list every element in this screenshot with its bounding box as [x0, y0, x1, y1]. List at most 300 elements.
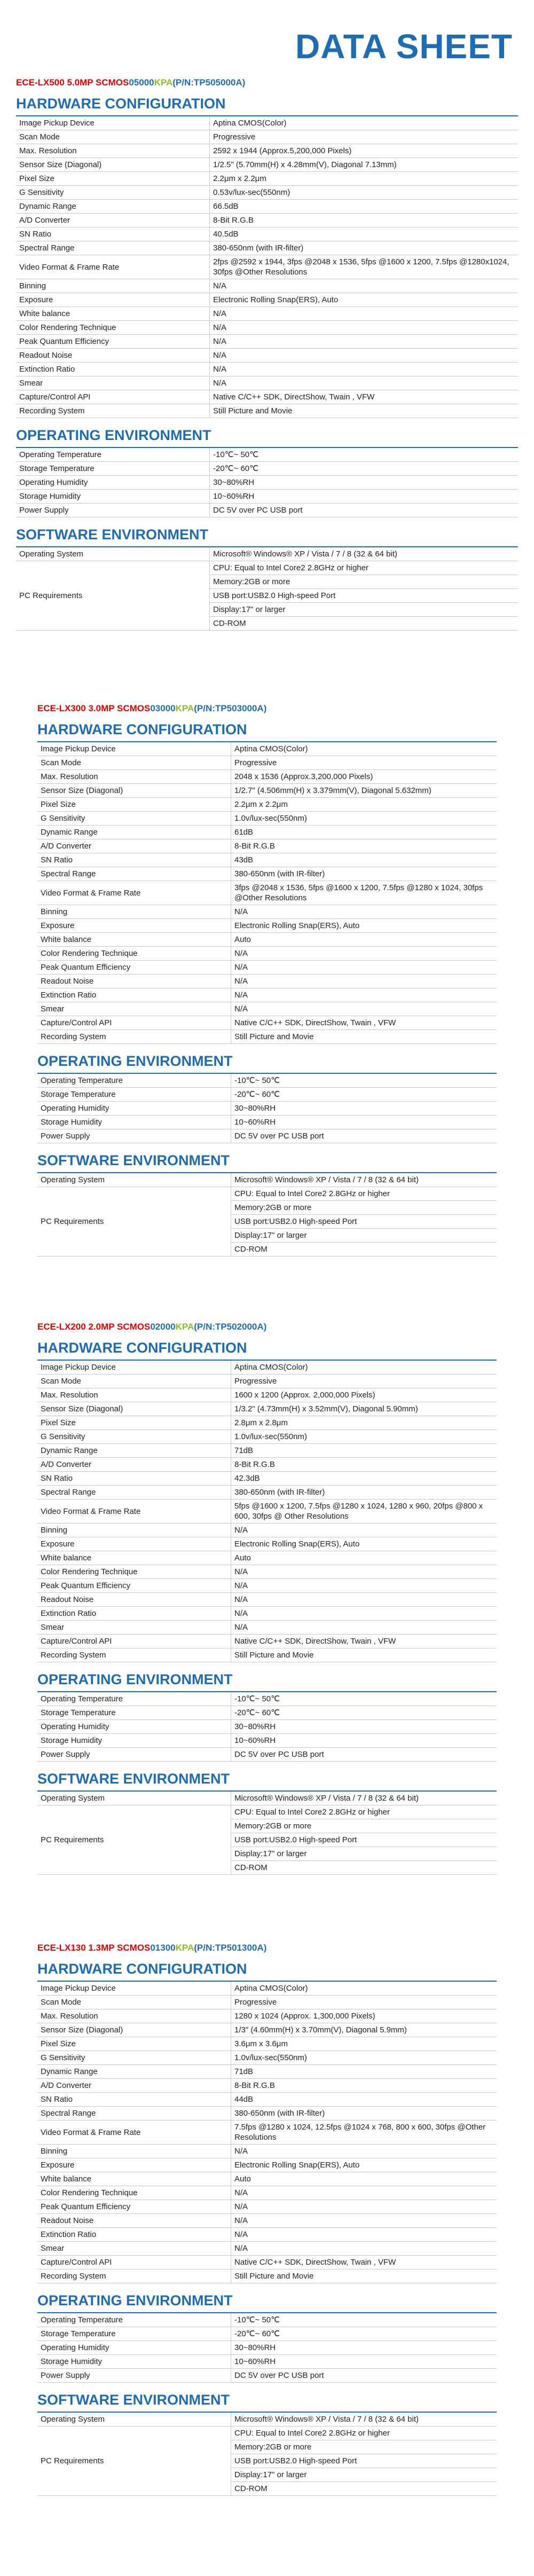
spec-row: [37, 798, 497, 812]
spec-row: [37, 2107, 497, 2121]
spec-value: CD-ROM: [231, 1243, 497, 1256]
spec-value: 0.53v/lux-sec(550nm): [210, 186, 519, 200]
spec-row: [16, 172, 518, 186]
spec-value: Electronic Rolling Snap(ERS), Auto: [231, 919, 497, 933]
spec-label: SN Ratio: [37, 853, 231, 867]
spec-value: 8-Bit R.G.B: [231, 1458, 497, 1472]
part-number-suffix: KPA: [175, 1943, 194, 1953]
spec-value: N/A: [231, 1593, 497, 1607]
spec-value: -20℃~ 60℃: [231, 1706, 497, 1720]
spec-label: Image Pickup Device: [37, 742, 231, 756]
spec-label: A/D Converter: [37, 2079, 231, 2093]
spec-value: 10~60%RH: [231, 2355, 497, 2369]
spec-value: N/A: [231, 988, 497, 1002]
software-table: [37, 2413, 497, 2496]
spec-row: [37, 2214, 497, 2228]
spec-row: [37, 1472, 497, 1486]
spec-label: Extinction Ratio: [37, 1607, 231, 1621]
spec-label: Storage Temperature: [37, 1088, 231, 1102]
spec-row: [37, 1016, 497, 1030]
spec-row: [37, 1523, 497, 1537]
spec-row: [16, 130, 518, 144]
spec-row: [37, 2256, 497, 2269]
spec-value: 1/3" (4.60mm(H) x 3.70mm(V), Diagonal 5.9mm): [231, 2023, 497, 2037]
spec-label: Storage Humidity: [37, 1734, 231, 1748]
spec-label: Power Supply: [37, 2369, 231, 2383]
part-number-digits: 01300: [150, 1943, 176, 1953]
spec-value: 1.0v/lux-sec(550nm): [231, 1430, 497, 1444]
spec-label: Operating Temperature: [37, 2313, 231, 2327]
spec-row: [37, 988, 497, 1002]
spec-value: N/A: [210, 349, 519, 363]
spec-label: Pixel Size: [16, 172, 210, 186]
product-block: [37, 700, 497, 1256]
spec-value: Progressive: [210, 130, 519, 144]
spec-value: 1/2.5" (5.70mm(H) x 4.28mm(V), Diagonal 7.13mm): [210, 158, 519, 172]
spec-row: [37, 1499, 497, 1523]
spec-row: [37, 1416, 497, 1430]
spec-row: [37, 2369, 497, 2383]
model-megapixels: 5.0MP: [67, 77, 93, 88]
spec-value: 66.5dB: [210, 200, 519, 214]
spec-row: [37, 2158, 497, 2172]
spec-value: 3fps @2048 x 1536, 5fps @1600 x 1200, 7.5fps @1280 x 1024, 30fps @Other Resolutions: [231, 881, 497, 905]
part-number-suffix: KPA: [175, 703, 194, 713]
spec-value: 10~60%RH: [210, 490, 519, 504]
spec-value: 8-Bit R.G.B: [231, 2079, 497, 2093]
spec-row: [37, 1805, 497, 1819]
spec-label: Storage Humidity: [37, 2355, 231, 2369]
spec-row: [37, 2228, 497, 2242]
spec-label: Recording System: [37, 1648, 231, 1662]
product-block: [37, 1939, 497, 2496]
spec-label: Operating Humidity: [37, 1720, 231, 1734]
spec-label: Video Format & Frame Rate: [37, 1499, 231, 1523]
spec-value: CD-ROM: [231, 1861, 497, 1875]
spec-value: 2.2μm x 2.2μm: [210, 172, 519, 186]
spec-row: [16, 349, 518, 363]
spec-label: Capture/Control API: [37, 1635, 231, 1648]
spec-value: 10~60%RH: [231, 1734, 497, 1748]
spec-label: Binning: [16, 279, 210, 293]
spec-row: [16, 200, 518, 214]
spec-row: [16, 144, 518, 158]
spec-row: [37, 770, 497, 784]
spec-value: 10~60%RH: [231, 1116, 497, 1129]
spec-label: Smear: [16, 376, 210, 390]
spec-label: G Sensitivity: [37, 1430, 231, 1444]
spec-label: PC Requirements: [37, 1187, 231, 1256]
spec-row: [37, 2242, 497, 2256]
spec-label: Smear: [37, 1621, 231, 1635]
spec-value: Memory:2GB or more: [231, 1201, 497, 1215]
section-heading: HARDWARE CONFIGURATION: [37, 1957, 497, 1982]
spec-label: SN Ratio: [16, 227, 210, 241]
spec-value: Native C/C++ SDK, DirectShow, Twain , VFW: [231, 1016, 497, 1030]
spec-value: 2048 x 1536 (Approx.3,200,000 Pixels): [231, 770, 497, 784]
spec-value: N/A: [231, 1579, 497, 1593]
spec-value: 2592 x 1944 (Approx.5,200,000 Pixels): [210, 144, 519, 158]
spec-value: Display:17" or larger: [231, 1229, 497, 1243]
section-heading: SOFTWARE ENVIRONMENT: [37, 1767, 497, 1792]
product-block: [16, 74, 518, 631]
spec-row: [37, 919, 497, 933]
operating-table: [37, 2313, 497, 2383]
part-number: (P/N:TP505000A): [172, 77, 246, 88]
spec-value: N/A: [231, 947, 497, 961]
model-line: [37, 1318, 497, 1336]
spec-row: [37, 812, 497, 826]
spec-row: [37, 1430, 497, 1444]
spec-value: N/A: [231, 2242, 497, 2256]
scmos-prefix: SCMOS: [117, 1943, 151, 1953]
spec-row: [37, 1537, 497, 1551]
spec-value: Display:17" or larger: [210, 603, 519, 617]
spec-label: Power Supply: [37, 1748, 231, 1762]
spec-label: Extinction Ratio: [37, 2228, 231, 2242]
spec-row: [37, 2186, 497, 2200]
spec-row: [16, 561, 518, 575]
spec-value: Memory:2GB or more: [231, 2440, 497, 2454]
spec-label: Peak Quantum Efficiency: [37, 961, 231, 975]
spec-label: Max. Resolution: [37, 770, 231, 784]
spec-label: Color Rendering Technique: [16, 321, 210, 335]
scmos-prefix: SCMOS: [117, 1322, 151, 1332]
spec-label: Pixel Size: [37, 2037, 231, 2051]
spec-row: [16, 462, 518, 476]
spec-value: 8-Bit R.G.B: [231, 839, 497, 853]
spec-value: 1/3.2" (4.73mm(H) x 3.52mm(V), Diagonal 5.90mm): [231, 1402, 497, 1416]
spec-value: -10℃~ 50℃: [210, 448, 519, 462]
spec-label: Max. Resolution: [37, 2009, 231, 2023]
spec-value: N/A: [210, 279, 519, 293]
product-block: [37, 1318, 497, 1875]
spec-label: Recording System: [37, 1030, 231, 1044]
spec-label: Pixel Size: [37, 1416, 231, 1430]
model-line: [16, 74, 518, 92]
spec-row: [16, 547, 518, 561]
spec-label: Dynamic Range: [37, 826, 231, 839]
spec-label: Storage Temperature: [37, 2327, 231, 2341]
spec-row: [37, 2313, 497, 2327]
spec-row: [37, 947, 497, 961]
spec-label: PC Requirements: [16, 561, 210, 631]
spec-row: [16, 504, 518, 517]
spec-label: Storage Humidity: [16, 490, 210, 504]
spec-label: Spectral Range: [37, 1486, 231, 1499]
spec-label: Storage Humidity: [37, 1116, 231, 1129]
spec-label: Exposure: [37, 1537, 231, 1551]
spec-label: Operating Temperature: [37, 1074, 231, 1088]
model-megapixels: 1.3MP: [88, 1943, 115, 1953]
spec-label: Peak Quantum Efficiency: [37, 2200, 231, 2214]
spec-value: Auto: [231, 1551, 497, 1565]
spec-label: Storage Temperature: [37, 1706, 231, 1720]
spec-label: Dynamic Range: [37, 2065, 231, 2079]
spec-value: N/A: [210, 363, 519, 376]
spec-row: [37, 1579, 497, 1593]
spec-label: Exposure: [16, 293, 210, 307]
software-table: [37, 1792, 497, 1875]
spec-row: [16, 293, 518, 307]
spec-label: Smear: [37, 1002, 231, 1016]
spec-label: Power Supply: [37, 1129, 231, 1143]
spec-value: Microsoft® Windows® XP / Vista / 7 / 8 (32 & 64 bit): [231, 1173, 497, 1187]
spec-value: Electronic Rolling Snap(ERS), Auto: [231, 1537, 497, 1551]
spec-value: N/A: [231, 1621, 497, 1635]
spec-label: PC Requirements: [37, 2426, 231, 2496]
spec-row: [16, 390, 518, 404]
operating-table: [37, 1074, 497, 1143]
spec-row: [37, 1116, 497, 1129]
spec-value: Still Picture and Movie: [231, 1648, 497, 1662]
spec-row: [16, 214, 518, 227]
spec-value: -10℃~ 50℃: [231, 1692, 497, 1706]
spec-label: Scan Mode: [37, 756, 231, 770]
spec-value: -20℃~ 60℃: [231, 2327, 497, 2341]
spec-value: 1/2.7" (4.506mm(H) x 3.379mm(V), Diagonal 5.632mm): [231, 784, 497, 798]
spec-label: Spectral Range: [37, 2107, 231, 2121]
spec-label: Operating Humidity: [37, 1102, 231, 1116]
spec-row: [16, 307, 518, 321]
spec-label: Operating System: [37, 2413, 231, 2426]
spec-row: [37, 1565, 497, 1579]
spec-label: White balance: [37, 2172, 231, 2186]
spec-value: DC 5V over PC USB port: [231, 1748, 497, 1762]
spec-label: Scan Mode: [16, 130, 210, 144]
spec-label: Pixel Size: [37, 798, 231, 812]
spec-value: 30~80%RH: [231, 1720, 497, 1734]
spec-label: A/D Converter: [37, 839, 231, 853]
model-name: ECE-LX300: [37, 703, 86, 713]
spec-row: [37, 1102, 497, 1116]
spec-value: Display:17" or larger: [231, 1847, 497, 1861]
spec-value: -10℃~ 50℃: [231, 1074, 497, 1088]
scmos-prefix: SCMOS: [96, 77, 129, 88]
spec-value: Native C/C++ SDK, DirectShow, Twain , VFW: [231, 1635, 497, 1648]
spec-value: N/A: [231, 2186, 497, 2200]
spec-label: Sensor Size (Diagonal): [37, 2023, 231, 2037]
spec-value: Progressive: [231, 756, 497, 770]
part-number-digits: 02000: [150, 1322, 176, 1332]
spec-row: [37, 784, 497, 798]
spec-value: USB port:USB2.0 High-speed Port: [231, 1833, 497, 1847]
spec-label: Recording System: [16, 404, 210, 418]
spec-row: [37, 2051, 497, 2065]
spec-value: N/A: [210, 307, 519, 321]
spec-label: G Sensitivity: [37, 812, 231, 826]
spec-label: Extinction Ratio: [37, 988, 231, 1002]
spec-value: Microsoft® Windows® XP / Vista / 7 / 8 (32 & 64 bit): [210, 547, 519, 561]
spec-label: Extinction Ratio: [16, 363, 210, 376]
spec-label: Video Format & Frame Rate: [37, 2121, 231, 2145]
spec-value: N/A: [210, 335, 519, 349]
spec-value: Aptina CMOS(Color): [210, 116, 519, 130]
spec-value: 40.5dB: [210, 227, 519, 241]
spec-row: [37, 1748, 497, 1762]
spec-row: [16, 255, 518, 279]
spec-label: White balance: [37, 1551, 231, 1565]
spec-row: [37, 881, 497, 905]
spec-row: [37, 1792, 497, 1805]
hardware-table: [37, 1361, 497, 1662]
spec-row: [37, 2327, 497, 2341]
spec-row: [37, 1720, 497, 1734]
spec-label: White balance: [37, 933, 231, 947]
spec-row: [37, 1129, 497, 1143]
spec-row: [37, 1030, 497, 1044]
spec-value: USB port:USB2.0 High-speed Port: [210, 589, 519, 603]
spec-row: [16, 227, 518, 241]
spec-label: Exposure: [37, 919, 231, 933]
spec-row: [16, 186, 518, 200]
spec-label: Video Format & Frame Rate: [37, 881, 231, 905]
spec-label: Dynamic Range: [37, 1444, 231, 1458]
spec-label: Dynamic Range: [16, 200, 210, 214]
spec-value: -20℃~ 60℃: [210, 462, 519, 476]
spec-label: Operating Humidity: [16, 476, 210, 490]
spec-row: [37, 1402, 497, 1416]
model-line: [37, 1939, 497, 1957]
spec-row: [37, 1458, 497, 1472]
spec-label: Storage Temperature: [16, 462, 210, 476]
spec-value: Progressive: [231, 1375, 497, 1388]
spec-label: Peak Quantum Efficiency: [37, 1579, 231, 1593]
spec-row: [37, 1593, 497, 1607]
spec-value: Microsoft® Windows® XP / Vista / 7 / 8 (32 & 64 bit): [231, 2413, 497, 2426]
spec-row: [37, 1734, 497, 1748]
spec-label: Color Rendering Technique: [37, 947, 231, 961]
spec-label: Operating System: [37, 1792, 231, 1805]
spec-value: 2.8μm x 2.8μm: [231, 1416, 497, 1430]
model-megapixels: 2.0MP: [88, 1322, 115, 1332]
spec-label: Color Rendering Technique: [37, 2186, 231, 2200]
spec-row: [37, 1692, 497, 1706]
spec-label: Operating Temperature: [16, 448, 210, 462]
spec-row: [37, 933, 497, 947]
spec-row: [37, 1361, 497, 1375]
section-heading: OPERATING ENVIRONMENT: [37, 2289, 497, 2313]
spec-value: N/A: [231, 2200, 497, 2214]
spec-value: 380-650nm (with IR-filter): [231, 867, 497, 881]
section-heading: OPERATING ENVIRONMENT: [16, 423, 518, 448]
spec-row: [37, 975, 497, 988]
spec-row: [37, 1444, 497, 1458]
spec-row: [37, 2037, 497, 2051]
spec-row: [37, 1635, 497, 1648]
spec-row: [37, 2172, 497, 2186]
spec-label: Color Rendering Technique: [37, 1565, 231, 1579]
spec-value: 1600 x 1200 (Approx. 2,000,000 Pixels): [231, 1388, 497, 1402]
spec-value: N/A: [231, 905, 497, 919]
spec-row: [16, 158, 518, 172]
section-heading: HARDWARE CONFIGURATION: [16, 92, 518, 116]
hardware-table: [37, 742, 497, 1044]
spec-row: [37, 1375, 497, 1388]
spec-label: Video Format & Frame Rate: [16, 255, 210, 279]
spec-value: DC 5V over PC USB port: [231, 1129, 497, 1143]
part-number: (P/N:TP501300A): [194, 1943, 267, 1953]
model-name: ECE-LX130: [37, 1943, 86, 1953]
spec-value: 2fps @2592 x 1944, 3fps @2048 x 1536, 5fps @1600 x 1200, 7.5fps @1280x1024, 30fps @Other Resolutions: [210, 255, 519, 279]
spec-value: 1.0v/lux-sec(550nm): [231, 2051, 497, 2065]
spec-row: [37, 961, 497, 975]
spec-row: [37, 2121, 497, 2145]
spec-row: [37, 839, 497, 853]
spec-value: 1.0v/lux-sec(550nm): [231, 812, 497, 826]
spec-label: A/D Converter: [37, 1458, 231, 1472]
part-number: (P/N:TP502000A): [194, 1322, 267, 1332]
spec-value: N/A: [231, 1607, 497, 1621]
spec-value: Aptina CMOS(Color): [231, 742, 497, 756]
spec-row: [37, 2341, 497, 2355]
spec-value: 61dB: [231, 826, 497, 839]
spec-value: Auto: [231, 933, 497, 947]
spec-label: Recording System: [37, 2269, 231, 2283]
spec-value: N/A: [210, 321, 519, 335]
spec-row: [37, 1648, 497, 1662]
spec-value: CD-ROM: [231, 2482, 497, 2496]
spec-label: Binning: [37, 1523, 231, 1537]
spec-value: DC 5V over PC USB port: [210, 504, 519, 517]
spec-label: Image Pickup Device: [37, 1982, 231, 1996]
spec-value: Still Picture and Movie: [210, 404, 519, 418]
spec-label: A/D Converter: [16, 214, 210, 227]
spec-label: White balance: [16, 307, 210, 321]
spec-label: Peak Quantum Efficiency: [16, 335, 210, 349]
spec-row: [37, 2413, 497, 2426]
spec-label: Readout Noise: [37, 1593, 231, 1607]
spec-row: [37, 742, 497, 756]
spec-label: Sensor Size (Diagonal): [16, 158, 210, 172]
spec-value: 8-Bit R.G.B: [210, 214, 519, 227]
spec-value: Progressive: [231, 1996, 497, 2009]
spec-row: [37, 1187, 497, 1201]
spec-label: Sensor Size (Diagonal): [37, 784, 231, 798]
spec-label: Spectral Range: [37, 867, 231, 881]
spec-row: [37, 1388, 497, 1402]
spec-row: [37, 1982, 497, 1996]
spec-value: Aptina CMOS(Color): [231, 1982, 497, 1996]
spec-row: [16, 335, 518, 349]
spec-value: Native C/C++ SDK, DirectShow, Twain , VFW: [231, 2256, 497, 2269]
spec-value: N/A: [231, 975, 497, 988]
spec-value: N/A: [231, 1565, 497, 1579]
spec-label: Readout Noise: [16, 349, 210, 363]
spec-row: [37, 1173, 497, 1187]
page-header: [0, 0, 534, 75]
part-number-digits: 05000: [129, 77, 154, 88]
spec-label: Readout Noise: [37, 975, 231, 988]
spec-row: [37, 826, 497, 839]
spec-value: 7.5fps @1280 x 1024, 12.5fps @1024 x 768, 800 x 600, 30fps @Other Resolutions: [231, 2121, 497, 2145]
spec-label: Operating System: [16, 547, 210, 561]
spec-value: -20℃~ 60℃: [231, 1088, 497, 1102]
spec-label: SN Ratio: [37, 2093, 231, 2107]
spec-row: [37, 2065, 497, 2079]
hardware-table: [37, 1982, 497, 2283]
spec-row: [16, 404, 518, 418]
spec-value: 3.6μm x 3.6μm: [231, 2037, 497, 2051]
spec-row: [37, 2355, 497, 2369]
spec-label: Capture/Control API: [37, 2256, 231, 2269]
spec-label: Operating System: [37, 1173, 231, 1187]
spec-row: [37, 2093, 497, 2107]
model-name: ECE-LX500: [16, 77, 65, 88]
spec-value: 380-650nm (with IR-filter): [231, 1486, 497, 1499]
model-line: [37, 700, 497, 718]
spec-value: USB port:USB2.0 High-speed Port: [231, 2454, 497, 2468]
